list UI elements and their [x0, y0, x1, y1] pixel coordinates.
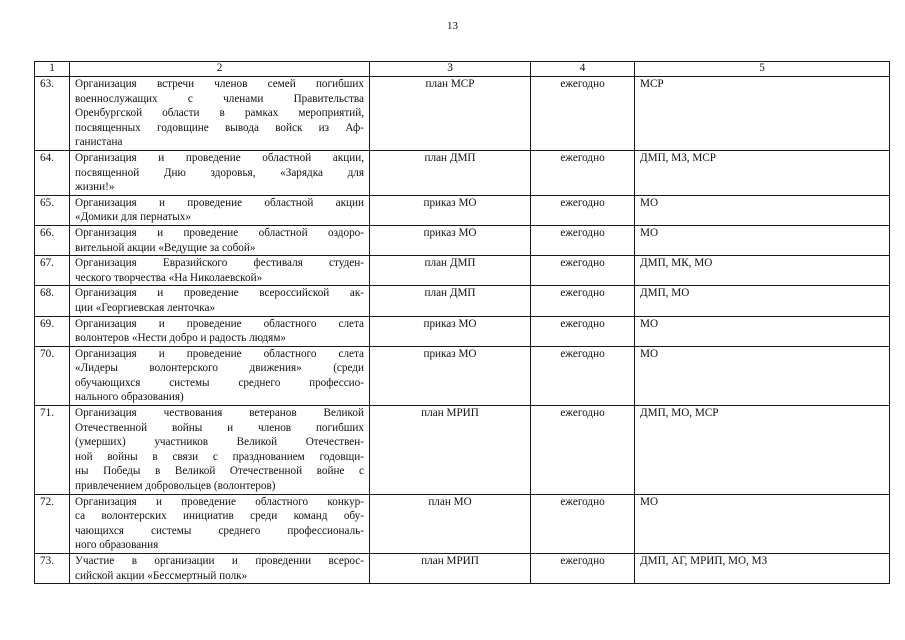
- basis-document: приказ МО: [370, 195, 531, 225]
- period: ежегодно: [531, 554, 635, 584]
- table-row: [35, 554, 890, 584]
- responsible-executors: МО: [635, 494, 890, 553]
- row-number: 72.: [35, 494, 70, 553]
- event-description: [70, 286, 370, 316]
- row-number: 64.: [35, 150, 70, 195]
- event-description: [70, 195, 370, 225]
- row-number: 67.: [35, 256, 70, 286]
- event-description: [70, 225, 370, 255]
- row-number: 69.: [35, 316, 70, 346]
- description-line: Организация и проведение областного конкур-: [75, 495, 364, 508]
- table-row: [35, 77, 890, 151]
- row-number: 65.: [35, 195, 70, 225]
- description-line: военнослужащих с членами Правительства: [75, 92, 364, 105]
- description-line: нального образования): [75, 391, 184, 404]
- description-line: (умерших) участников Великой Отечествен-: [75, 436, 364, 449]
- basis-document: приказ МО: [370, 316, 531, 346]
- header-col-2: 2: [70, 62, 370, 77]
- table-row: [35, 150, 890, 195]
- row-number: 70.: [35, 346, 70, 405]
- header-col-4: 4: [531, 62, 635, 77]
- table-row: [35, 225, 890, 255]
- basis-document: план МСР: [370, 77, 531, 151]
- description-line: ции «Георгиевская ленточка»: [75, 301, 216, 314]
- header-col-1: 1: [35, 62, 70, 77]
- basis-document: план ДМП: [370, 150, 531, 195]
- period: ежегодно: [531, 195, 635, 225]
- event-description: [70, 554, 370, 584]
- table-row: [35, 346, 890, 405]
- responsible-executors: ДМП, МО: [635, 286, 890, 316]
- table-header: [35, 62, 890, 77]
- responsible-executors: МО: [635, 195, 890, 225]
- event-description: [70, 406, 370, 495]
- description-line: чающихся системы среднего профессиональ-: [75, 524, 364, 537]
- responsible-executors: ДМП, МО, МСР: [635, 406, 890, 495]
- row-number: 66.: [35, 225, 70, 255]
- basis-document: приказ МО: [370, 225, 531, 255]
- period: ежегодно: [531, 150, 635, 195]
- event-description: [70, 316, 370, 346]
- description-line: Организация и проведение областной акции: [75, 196, 364, 209]
- description-line: Организация чествования ветеранов Великой: [75, 407, 364, 420]
- period: ежегодно: [531, 406, 635, 495]
- description-line: ной войны в связи с празднованием годовщи-: [75, 450, 364, 463]
- responsible-executors: ДМП, МЗ, МСР: [635, 150, 890, 195]
- basis-document: план ДМП: [370, 286, 531, 316]
- description-line: посвященных годовщине вывода войск из Аф-: [75, 121, 364, 134]
- description-line: Организация и проведение областной акции,: [75, 151, 364, 164]
- description-line: Организация встречи членов семей погибших: [75, 78, 364, 90]
- description-line: Организация и проведение областного слета: [75, 317, 364, 330]
- responsible-executors: МСР: [635, 77, 890, 151]
- description-line: посвященной Дню здоровья, «Зарядка для: [75, 166, 364, 179]
- description-line: Оренбургской области в рамках мероприятий,: [75, 107, 364, 120]
- description-line: ны Победы в Великой Отечественной войне с: [75, 465, 364, 478]
- event-description: [70, 346, 370, 405]
- description-line: Отечественной войны и членов погибших: [75, 421, 364, 434]
- table-row: [35, 494, 890, 553]
- basis-document: план МРИП: [370, 406, 531, 495]
- row-number: 63.: [35, 77, 70, 151]
- responsible-executors: МО: [635, 316, 890, 346]
- description-line: обучающихся системы среднего профессио-: [75, 376, 364, 389]
- description-line: волонтеров «Нести добро и радость людям»: [75, 332, 286, 345]
- event-description: [70, 494, 370, 553]
- description-line: са волонтерских инициатив среди команд обу-: [75, 510, 364, 523]
- table-row: [35, 256, 890, 286]
- responsible-executors: МО: [635, 346, 890, 405]
- description-line: Организация и проведение областного слета: [75, 347, 364, 360]
- event-description: [70, 77, 370, 151]
- period: ежегодно: [531, 286, 635, 316]
- description-line: сийской акции «Бессмертный полк»: [75, 569, 248, 582]
- event-description: [70, 150, 370, 195]
- description-line: ганистана: [75, 136, 123, 149]
- period: ежегодно: [531, 256, 635, 286]
- table-row: [35, 286, 890, 316]
- description-line: ного образования: [75, 539, 159, 552]
- responsible-executors: МО: [635, 225, 890, 255]
- description-line: Организация и проведение всероссийской ак-: [75, 287, 364, 300]
- period: ежегодно: [531, 346, 635, 405]
- description-line: привлечением добровольцев (волонтеров): [75, 480, 276, 493]
- page-number: 13: [447, 20, 458, 32]
- table-row: [35, 195, 890, 225]
- description-line: «Домики для пернатых»: [75, 211, 191, 224]
- responsible-executors: ДМП, АГ, МРИП, МО, МЗ: [635, 554, 890, 584]
- description-line: «Лидеры волонтерского движения» (среди: [75, 362, 364, 375]
- header-col-3: 3: [370, 62, 531, 77]
- description-line: Организация и проведение областной оздоро-: [75, 226, 364, 239]
- description-line: Организация Евразийского фестиваля студен-: [75, 257, 364, 270]
- period: ежегодно: [531, 225, 635, 255]
- row-number: 73.: [35, 554, 70, 584]
- description-line: ческого творчества «На Николаевской»: [75, 271, 263, 284]
- table-body: [35, 77, 890, 584]
- basis-document: план МО: [370, 494, 531, 553]
- event-description: [70, 256, 370, 286]
- row-number: 71.: [35, 406, 70, 495]
- period: ежегодно: [531, 494, 635, 553]
- description-line: вительной акции «Ведущие за собой»: [75, 241, 256, 254]
- table-row: [35, 316, 890, 346]
- events-table: [34, 61, 890, 584]
- description-line: Участие в организации и проведении всерос-: [75, 555, 364, 567]
- basis-document: план МРИП: [370, 554, 531, 584]
- period: ежегодно: [531, 77, 635, 151]
- basis-document: план ДМП: [370, 256, 531, 286]
- header-col-5: 5: [635, 62, 890, 77]
- basis-document: приказ МО: [370, 346, 531, 405]
- description-line: жизни!»: [75, 181, 115, 194]
- table-row: [35, 406, 890, 495]
- period: ежегодно: [531, 316, 635, 346]
- row-number: 68.: [35, 286, 70, 316]
- responsible-executors: ДМП, МК, МО: [635, 256, 890, 286]
